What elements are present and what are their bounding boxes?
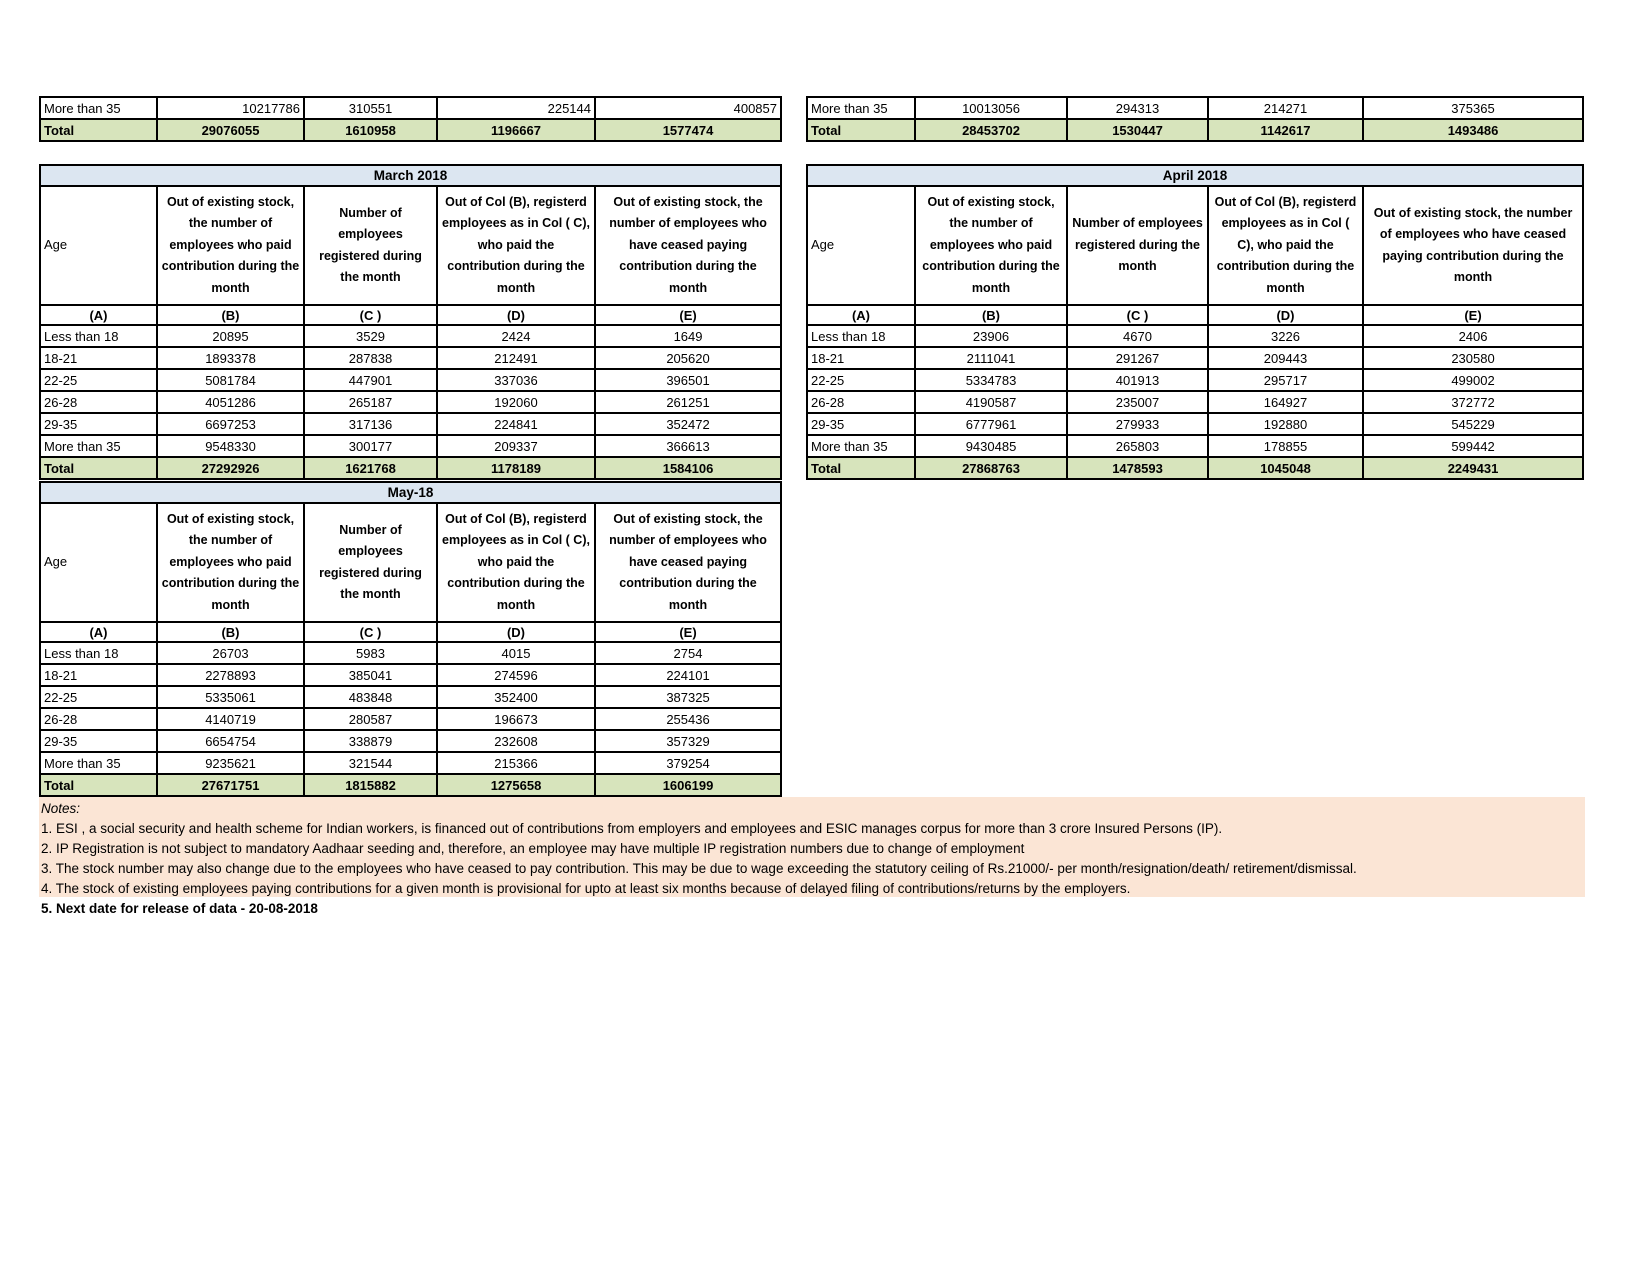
value-cell-c: 3529 bbox=[304, 325, 437, 347]
col-letter-b: (B) bbox=[915, 305, 1067, 325]
col-letter-e: (E) bbox=[595, 622, 781, 642]
value-cell-e: 379254 bbox=[595, 752, 781, 774]
row-label-cell: 29-35 bbox=[40, 730, 157, 752]
table-row bbox=[40, 325, 781, 347]
table-title: April 2018 bbox=[807, 165, 1583, 186]
april-letters-row bbox=[807, 305, 1583, 325]
table-title: March 2018 bbox=[40, 165, 781, 186]
col-header-c: Number of employees registered during the month bbox=[304, 503, 437, 622]
note-line-3: 3. The stock number may also change due to the employees who have ceased to pay contribution. This may be due to wage exceeding the statutory ceiling of Rs.21000/- per month/resignation/death/ retirement/dismissal. bbox=[41, 861, 1357, 876]
value-cell-c: 483848 bbox=[304, 686, 437, 708]
value-cell-c: 401913 bbox=[1067, 369, 1208, 391]
value-cell-e: 224101 bbox=[595, 664, 781, 686]
value-cell-d: 232608 bbox=[437, 730, 595, 752]
table-row bbox=[40, 664, 781, 686]
value-cell-c: 235007 bbox=[1067, 391, 1208, 413]
value-cell-b: 4190587 bbox=[915, 391, 1067, 413]
col-header-c: Number of employees registered during the month bbox=[304, 186, 437, 305]
value-cell-b: 5081784 bbox=[157, 369, 304, 391]
table-row bbox=[40, 686, 781, 708]
col-letter-e: (E) bbox=[595, 305, 781, 325]
march-header-row bbox=[40, 186, 781, 305]
row-label-cell: 18-21 bbox=[40, 664, 157, 686]
value-cell-e: 400857 bbox=[595, 97, 781, 119]
table-row bbox=[807, 325, 1583, 347]
value-cell-d: 1275658 bbox=[437, 774, 595, 796]
col-header-e: Out of existing stock, the number of employees who have ceased paying contribution during the month bbox=[1363, 186, 1583, 305]
value-cell-e: 352472 bbox=[595, 413, 781, 435]
row-label-cell: 18-21 bbox=[40, 347, 157, 369]
value-cell-d: 214271 bbox=[1208, 97, 1363, 119]
value-cell-d: 1045048 bbox=[1208, 457, 1363, 479]
value-cell-b: 9235621 bbox=[157, 752, 304, 774]
row-label-cell: Less than 18 bbox=[40, 642, 157, 664]
row-label-cell: More than 35 bbox=[40, 752, 157, 774]
value-cell-e: 1606199 bbox=[595, 774, 781, 796]
col-header-b: Out of existing stock, the number of employees who paid contribution during the month bbox=[157, 186, 304, 305]
value-cell-c: 279933 bbox=[1067, 413, 1208, 435]
value-cell-b: 4140719 bbox=[157, 708, 304, 730]
value-cell-c: 265803 bbox=[1067, 435, 1208, 457]
row-label-cell: Less than 18 bbox=[807, 325, 915, 347]
value-cell-b: 6697253 bbox=[157, 413, 304, 435]
value-cell-d: 212491 bbox=[437, 347, 595, 369]
value-cell-d: 295717 bbox=[1208, 369, 1363, 391]
value-cell-e: 366613 bbox=[595, 435, 781, 457]
value-cell-b: 23906 bbox=[915, 325, 1067, 347]
table-row bbox=[807, 119, 1583, 141]
value-cell-d: 3226 bbox=[1208, 325, 1363, 347]
value-cell-d: 225144 bbox=[437, 97, 595, 119]
col-letter-a: (A) bbox=[40, 305, 157, 325]
col-letter-d: (D) bbox=[1208, 305, 1363, 325]
value-cell-e: 357329 bbox=[595, 730, 781, 752]
value-cell-c: 1610958 bbox=[304, 119, 437, 141]
value-cell-d: 2424 bbox=[437, 325, 595, 347]
value-cell-b: 20895 bbox=[157, 325, 304, 347]
table-row bbox=[807, 347, 1583, 369]
row-label-cell: 29-35 bbox=[807, 413, 915, 435]
row-label-cell: More than 35 bbox=[40, 435, 157, 457]
table-row bbox=[40, 752, 781, 774]
table-row bbox=[40, 730, 781, 752]
row-label-cell: More than 35 bbox=[807, 97, 915, 119]
value-cell-b: 9430485 bbox=[915, 435, 1067, 457]
value-cell-d: 215366 bbox=[437, 752, 595, 774]
row-label-cell: 22-25 bbox=[40, 686, 157, 708]
value-cell-b: 10013056 bbox=[915, 97, 1067, 119]
table-row bbox=[40, 435, 781, 457]
value-cell-b: 10217786 bbox=[157, 97, 304, 119]
note-line-2: 2. IP Registration is not subject to mandatory Aadhaar seeding and, therefore, an employee may have multiple IP registration numbers due to change of employment bbox=[41, 841, 1025, 856]
row-label-cell: 26-28 bbox=[40, 391, 157, 413]
value-cell-e: 2406 bbox=[1363, 325, 1583, 347]
value-cell-d: 274596 bbox=[437, 664, 595, 686]
value-cell-b: 5334783 bbox=[915, 369, 1067, 391]
value-cell-e: 2754 bbox=[595, 642, 781, 664]
row-label-cell: Total bbox=[40, 457, 157, 479]
march-letters-row bbox=[40, 305, 781, 325]
value-cell-e: 545229 bbox=[1363, 413, 1583, 435]
value-cell-b: 27292926 bbox=[157, 457, 304, 479]
value-cell-e: 1584106 bbox=[595, 457, 781, 479]
april-title-row bbox=[807, 165, 1583, 186]
col-header-age: Age bbox=[40, 503, 157, 622]
row-label-cell: More than 35 bbox=[40, 97, 157, 119]
value-cell-c: 317136 bbox=[304, 413, 437, 435]
value-cell-c: 321544 bbox=[304, 752, 437, 774]
row-label-cell: 26-28 bbox=[807, 391, 915, 413]
col-letter-c: (C ) bbox=[1067, 305, 1208, 325]
value-cell-d: 1196667 bbox=[437, 119, 595, 141]
value-cell-d: 192880 bbox=[1208, 413, 1363, 435]
value-cell-d: 1142617 bbox=[1208, 119, 1363, 141]
row-label-cell: 22-25 bbox=[40, 369, 157, 391]
value-cell-e: 230580 bbox=[1363, 347, 1583, 369]
row-label-cell: Total bbox=[807, 457, 915, 479]
value-cell-e: 1649 bbox=[595, 325, 781, 347]
table-row bbox=[40, 347, 781, 369]
col-header-age: Age bbox=[40, 186, 157, 305]
top-right-partial-table bbox=[806, 96, 1584, 142]
col-header-d: Out of Col (B), registerd employees as in Col ( C), who paid the contribution during the month bbox=[437, 503, 595, 622]
value-cell-c: 280587 bbox=[304, 708, 437, 730]
table-row bbox=[40, 97, 781, 119]
top-left-partial-table bbox=[39, 96, 782, 142]
value-cell-d: 196673 bbox=[437, 708, 595, 730]
note-line-1: 1. ESI , a social security and health scheme for Indian workers, is financed out of contributions from employers and employees and ESIC manages corpus for more than 3 crore Insured Persons (IP). bbox=[41, 821, 1223, 836]
value-cell-e: 499002 bbox=[1363, 369, 1583, 391]
value-cell-c: 1478593 bbox=[1067, 457, 1208, 479]
table-row bbox=[807, 97, 1583, 119]
col-letter-c: (C ) bbox=[304, 622, 437, 642]
value-cell-e: 1577474 bbox=[595, 119, 781, 141]
value-cell-d: 164927 bbox=[1208, 391, 1363, 413]
value-cell-b: 1893378 bbox=[157, 347, 304, 369]
value-cell-c: 1530447 bbox=[1067, 119, 1208, 141]
may-header-row bbox=[40, 503, 781, 622]
may-table bbox=[39, 481, 782, 797]
row-label-cell: Total bbox=[807, 119, 915, 141]
value-cell-d: 1178189 bbox=[437, 457, 595, 479]
value-cell-c: 4670 bbox=[1067, 325, 1208, 347]
table-row bbox=[40, 774, 781, 796]
value-cell-e: 255436 bbox=[595, 708, 781, 730]
value-cell-b: 2111041 bbox=[915, 347, 1067, 369]
march-title-row bbox=[40, 165, 781, 186]
value-cell-e: 261251 bbox=[595, 391, 781, 413]
value-cell-c: 447901 bbox=[304, 369, 437, 391]
col-letter-d: (D) bbox=[437, 622, 595, 642]
col-header-e: Out of existing stock, the number of employees who have ceased paying contribution during the month bbox=[595, 186, 781, 305]
table-row bbox=[807, 369, 1583, 391]
value-cell-b: 27671751 bbox=[157, 774, 304, 796]
value-cell-d: 209337 bbox=[437, 435, 595, 457]
value-cell-b: 27868763 bbox=[915, 457, 1067, 479]
table-row bbox=[40, 457, 781, 479]
value-cell-d: 4015 bbox=[437, 642, 595, 664]
value-cell-d: 337036 bbox=[437, 369, 595, 391]
notes-section bbox=[39, 797, 1585, 897]
value-cell-b: 9548330 bbox=[157, 435, 304, 457]
col-letter-a: (A) bbox=[40, 622, 157, 642]
col-letter-c: (C ) bbox=[304, 305, 437, 325]
value-cell-b: 2278893 bbox=[157, 664, 304, 686]
note-line-4: 4. The stock of existing employees paying contributions for a given month is provisional for upto at least six months because of delayed filing of contributions/returns by the employers. bbox=[41, 881, 1131, 896]
col-header-age: Age bbox=[807, 186, 915, 305]
note-line-5-release-date: 5. Next date for release of data - 20-08-2018 bbox=[41, 901, 318, 916]
value-cell-c: 310551 bbox=[304, 97, 437, 119]
value-cell-c: 1621768 bbox=[304, 457, 437, 479]
col-header-d: Out of Col (B), registerd employees as in Col ( C), who paid the contribution during the month bbox=[1208, 186, 1363, 305]
row-label-cell: 22-25 bbox=[807, 369, 915, 391]
col-letter-a: (A) bbox=[807, 305, 915, 325]
col-letter-b: (B) bbox=[157, 622, 304, 642]
table-title: May-18 bbox=[40, 482, 781, 503]
row-label-cell: Total bbox=[40, 774, 157, 796]
value-cell-e: 205620 bbox=[595, 347, 781, 369]
april-header-row bbox=[807, 186, 1583, 305]
value-cell-e: 375365 bbox=[1363, 97, 1583, 119]
row-label-cell: More than 35 bbox=[807, 435, 915, 457]
table-row bbox=[807, 457, 1583, 479]
value-cell-d: 352400 bbox=[437, 686, 595, 708]
col-header-c: Number of employees registered during the month bbox=[1067, 186, 1208, 305]
table-row bbox=[40, 642, 781, 664]
table-row bbox=[40, 119, 781, 141]
table-row bbox=[40, 391, 781, 413]
table-row bbox=[40, 413, 781, 435]
value-cell-c: 338879 bbox=[304, 730, 437, 752]
row-label-cell: 26-28 bbox=[40, 708, 157, 730]
row-label-cell: 29-35 bbox=[40, 413, 157, 435]
value-cell-b: 26703 bbox=[157, 642, 304, 664]
may-title-row bbox=[40, 482, 781, 503]
value-cell-b: 6654754 bbox=[157, 730, 304, 752]
value-cell-d: 192060 bbox=[437, 391, 595, 413]
col-letter-e: (E) bbox=[1363, 305, 1583, 325]
value-cell-e: 387325 bbox=[595, 686, 781, 708]
value-cell-c: 5983 bbox=[304, 642, 437, 664]
value-cell-c: 300177 bbox=[304, 435, 437, 457]
row-label-cell: Less than 18 bbox=[40, 325, 157, 347]
value-cell-d: 224841 bbox=[437, 413, 595, 435]
col-header-d: Out of Col (B), registerd employees as in Col ( C), who paid the contribution during the month bbox=[437, 186, 595, 305]
col-letter-b: (B) bbox=[157, 305, 304, 325]
may-letters-row bbox=[40, 622, 781, 642]
value-cell-d: 209443 bbox=[1208, 347, 1363, 369]
march-table bbox=[39, 164, 782, 480]
col-header-b: Out of existing stock, the number of employees who paid contribution during the month bbox=[157, 503, 304, 622]
value-cell-b: 5335061 bbox=[157, 686, 304, 708]
value-cell-e: 1493486 bbox=[1363, 119, 1583, 141]
value-cell-b: 28453702 bbox=[915, 119, 1067, 141]
col-letter-d: (D) bbox=[437, 305, 595, 325]
value-cell-b: 4051286 bbox=[157, 391, 304, 413]
notes-heading: Notes: bbox=[41, 801, 81, 816]
col-header-e: Out of existing stock, the number of employees who have ceased paying contribution during the month bbox=[595, 503, 781, 622]
col-header-b: Out of existing stock, the number of employees who paid contribution during the month bbox=[915, 186, 1067, 305]
row-label-cell: Total bbox=[40, 119, 157, 141]
table-row bbox=[807, 413, 1583, 435]
value-cell-c: 294313 bbox=[1067, 97, 1208, 119]
value-cell-e: 2249431 bbox=[1363, 457, 1583, 479]
value-cell-c: 287838 bbox=[304, 347, 437, 369]
table-row bbox=[40, 369, 781, 391]
april-table bbox=[806, 164, 1584, 480]
table-row bbox=[807, 391, 1583, 413]
value-cell-e: 372772 bbox=[1363, 391, 1583, 413]
row-label-cell: 18-21 bbox=[807, 347, 915, 369]
table-row bbox=[40, 708, 781, 730]
value-cell-c: 265187 bbox=[304, 391, 437, 413]
value-cell-c: 1815882 bbox=[304, 774, 437, 796]
value-cell-d: 178855 bbox=[1208, 435, 1363, 457]
value-cell-b: 29076055 bbox=[157, 119, 304, 141]
table-row bbox=[807, 435, 1583, 457]
value-cell-c: 291267 bbox=[1067, 347, 1208, 369]
value-cell-b: 6777961 bbox=[915, 413, 1067, 435]
value-cell-c: 385041 bbox=[304, 664, 437, 686]
value-cell-e: 396501 bbox=[595, 369, 781, 391]
value-cell-e: 599442 bbox=[1363, 435, 1583, 457]
